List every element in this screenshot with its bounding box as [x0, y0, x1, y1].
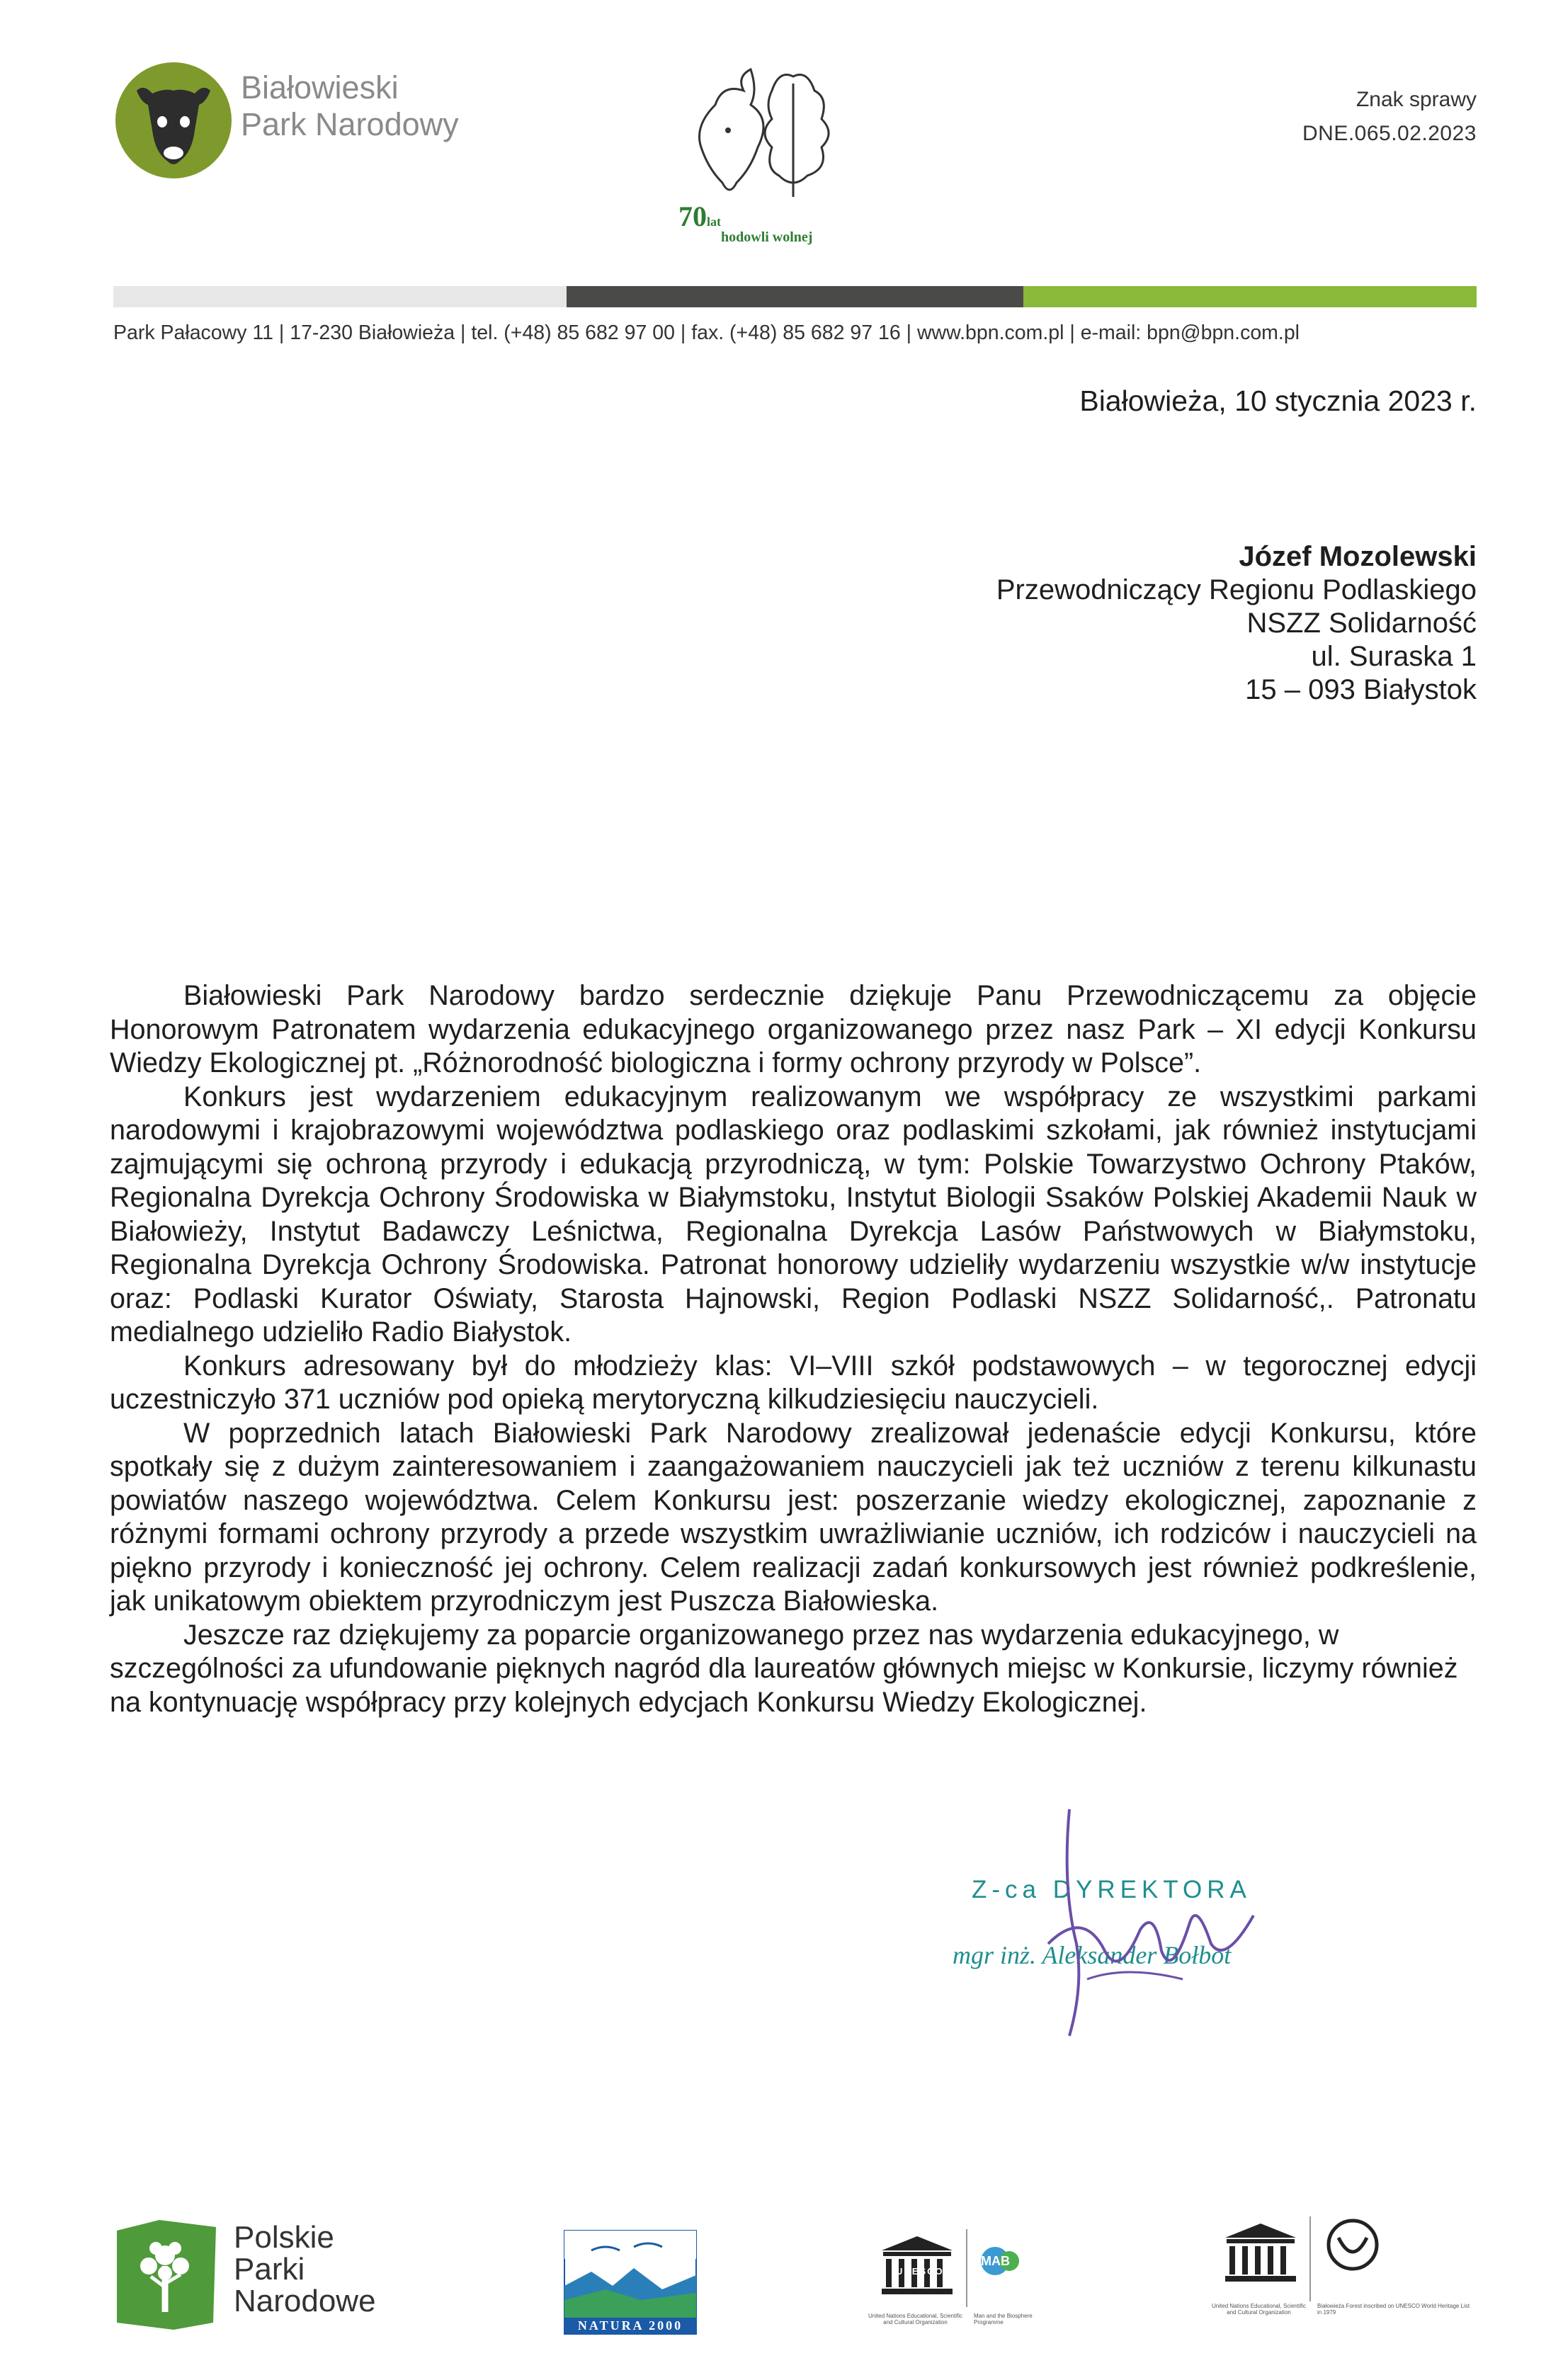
natura-2000-logo — [563, 2229, 698, 2335]
body-paragraph: Jeszcze raz dziękujemy za poparcie organizowanego przez nas wydarzenia edukacyjnego, w szczególności za ufundowanie pięknych nagród dla laureatów głównych miejsc w Konkursie, liczymy również na kontynuację współpracy przy kolejnych edycjach Konkursu Wiedzy Ekologicznej. — [110, 1619, 1458, 1718]
addressee-street: ul. Suraska 1 — [1311, 641, 1477, 672]
unesco-label: UNESCO — [896, 2266, 944, 2277]
addressee-city: 15 – 093 Białystok — [1245, 674, 1477, 705]
letter-body — [110, 979, 1477, 1719]
contact-line: Park Pałacowy 11 | 17-230 Białowieża | tel. (+48) 85 682 97 00 | fax. (+48) 85 682 97 16 | www.bpn.com.pl | e-mail: bpn@bpn.com.pl — [113, 321, 1300, 344]
body-paragraph: Białowieski Park Narodowy bardzo serdecznie dziękuje Panu Przewodniczącemu za objęcie Honorowym Patronatem wydarzenia edukacyjnego organizowanego przez nasz Park – XI edycji Konkursu Wiedzy Ekologicznej pt. „Różnorodność biologiczna i formy ochrony przyrody w Polsce”. — [110, 980, 1477, 1078]
body-paragraph: Konkurs adresowany był do młodzieży klas: VI–VIII szkół podstawowych – w tegorocznej edycji uczestniczyło 371 uczniów pod opieką merytoryczną kilkudziesięciu nauczycieli. — [110, 1350, 1477, 1415]
mab-label: MAB — [981, 2254, 1010, 2268]
natura-label: NATURA 2000 — [577, 2318, 683, 2333]
unesco-world-heritage-logo — [1211, 2216, 1480, 2344]
polish-national-parks-label: Polskie Parki Narodowe — [234, 2220, 376, 2318]
signatory-title: Z-ca DYREKTORA — [972, 1876, 1251, 1903]
signatory-name: mgr inż. Aleksander Bołbot — [953, 1941, 1232, 1969]
body-paragraph: W poprzednich latach Białowieski Park Narodowy zrealizował jedenaście edycji Konkursu, które spotkały się z dużym zainteresowaniem i zaangażowaniem nauczycieli jak też uczniów z terenu kilkunastu powiatów naszego województwa. Celem Konkursu jest: poszerzanie wiedzy ekologicznej, zapoznanie z różnymi formami ochrony przyrody a przede wszystkim uwrażliwianie uczniów, ich rodziców i nauczycieli na piękno przyrody i konieczność jej ochrony. Celem realizacji zadań konkursowych jest również podkreślenie, jak unikatowym obiektem przyrodniczym jest Puszcza Białowieska. — [110, 1417, 1477, 1617]
unesco-caption-2: United Nations Educational, Scientific and Cultural Organization — [1212, 2303, 1306, 2316]
letter-date: Białowieża, 10 stycznia 2023 r. — [1079, 385, 1477, 417]
addressee-organization: NSZZ Solidarność — [1246, 608, 1477, 639]
unesco-caption: United Nations Educational, Scientific and Cultural Organization — [868, 2313, 962, 2325]
polish-national-parks-tree-icon — [110, 2216, 220, 2333]
header-bar-dark — [567, 286, 1023, 307]
anniversary-text: hodowli wolnej — [721, 229, 813, 245]
mab-caption: Man and the Biosphere Programme — [974, 2313, 1033, 2325]
addressee-name: Józef Mozolewski — [1239, 541, 1477, 572]
body-paragraph: Konkurs jest wydarzeniem edukacyjnym realizowanym we współpracy ze wszystkimi parkami narodowymi i krajobrazowymi województwa podlaskiego oraz podlaskimi szkołami, jak również instytucjami zajmującymi się ochroną przyrody i edukacją przyrodniczą, w tym: Polskie Towarzystwo Ochrony Ptaków, Regionalna Dyrekcja Ochrony Środowiska w Białymstoku, Instytut Biologii Ssaków Polskiej Akademii Nauk w Białowieży, Instytut Badawczy Leśnictwa, Regionalna Dyrekcja Lasów Państwowych w Białymstoku, Regionalna Dyrekcja Ochrony Środowiska. Patronat honorowy udzieliły wydarzeniu wszystkie w/w instytucje oraz: Podlaski Kurator Oświaty, Starosta Hajnowski, Region Podlaski NSZZ Solidarność,. Patronatu medialnego udzieliło Radio Białystok. — [110, 1081, 1477, 1348]
unesco-mab-logo — [868, 2229, 1038, 2342]
addressee-position: Przewodniczący Regionu Podlaskiego — [996, 574, 1477, 605]
addressee-block — [850, 540, 1477, 707]
handwritten-signature — [1020, 1802, 1275, 2057]
case-number: DNE.065.02.2023 — [1302, 122, 1477, 145]
anniversary-number: 70lat — [678, 200, 721, 232]
park-name: Białowieski Park Narodowy — [241, 69, 459, 142]
header-bar-green — [1023, 286, 1477, 307]
header-bar-light — [113, 286, 567, 307]
bison-logo-icon — [115, 62, 232, 178]
case-label: Znak sprawy — [1355, 88, 1477, 111]
world-heritage-caption: Białowieża Forest inscribed on UNESCO World Heritage List in 1979 — [1317, 2303, 1470, 2316]
